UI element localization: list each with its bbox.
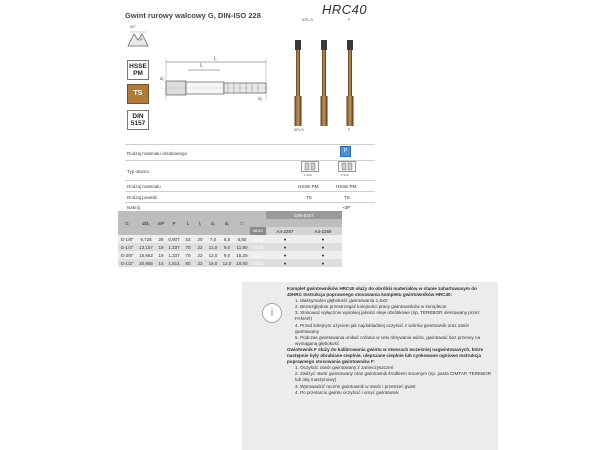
- cell-d1: 7,0: [206, 235, 220, 243]
- tool-tag-1: KPL/3: [294, 128, 304, 132]
- cell-d3: 12,0: [220, 259, 234, 267]
- table-row: [118, 235, 342, 243]
- col-header-p: P: [166, 211, 182, 235]
- divider: [125, 191, 375, 192]
- cell-sq: 11,80: [234, 243, 250, 251]
- cell-p: 1,337: [166, 251, 182, 259]
- cell-d3: 9,0: [220, 251, 234, 259]
- cell-index: 3127: [250, 235, 266, 243]
- hole-badge-text-2: 1.5xD: [341, 173, 349, 177]
- cell-n: 28: [156, 235, 166, 243]
- col-header-blank2: [266, 219, 304, 227]
- standard-header: DIN-5157: [266, 211, 342, 219]
- info-intro: Komplet gwintowników HRC40 służy do obróbki materiałów w stanie zahartowanym do 40HRC Instrukcja poprawnego stosowania kompletu gwintowników HRC40:: [287, 286, 477, 298]
- cell-d1: 11,0: [206, 243, 220, 251]
- info-step: 4. Po przetarciu gwintu oczyścić i umyć gwintownik: [295, 389, 399, 395]
- cell-l: 80: [182, 259, 194, 267]
- spec-table: [118, 211, 342, 267]
- code-header-2: A4-2268: [304, 227, 342, 235]
- cell-l1: 22: [194, 243, 206, 251]
- column-header-kpl3: KPL/3: [302, 17, 313, 22]
- table-row: [118, 259, 342, 267]
- cell-d1: 16,0: [206, 259, 220, 267]
- tap-image-kpl3: [292, 40, 304, 128]
- cell-p: 1,814: [166, 259, 182, 267]
- dim-l: L: [214, 56, 217, 62]
- code-header-1: A4-2267: [266, 227, 304, 235]
- divider: [125, 202, 375, 203]
- cell-g: G-1/4": [118, 243, 136, 251]
- cell-avail-1: ●: [266, 259, 304, 267]
- col-header-d3: d₃: [220, 211, 234, 235]
- prop-label-tool-material: Rodzaj materiału: [127, 184, 161, 189]
- info-step: 1. Oczyścić otwór gwintowany z zanieczyszczeń: [295, 365, 394, 371]
- cell-sq: 15,25: [234, 251, 250, 259]
- cell-d3: 5,5: [220, 235, 234, 243]
- cell-avail-1: ●: [266, 243, 304, 251]
- cell-p: 1,337: [166, 243, 182, 251]
- info-step: 3. Stosować wyłącznie wysokiej jakości oleje obróbkowe (np. TEREBOR olersowany przez FANAR): [295, 310, 480, 322]
- hardness-title: HRC40: [322, 2, 368, 17]
- cell-n: 14: [156, 259, 166, 267]
- cell-avail-1: ●: [266, 235, 304, 243]
- info-intro-2: Gwintownik F służy do kalibrowania gwintu w otworach wcześniej nagwintowanych, które następnie były obrabiane cieplnie, ulepszane cieplnie lub cynkowane ogniowo Instrukcja poprawnego stosowania gwintownika F:: [287, 346, 484, 365]
- prop-label-coating: Rodzaj powłoki: [127, 195, 158, 200]
- cell-l1: 22: [194, 259, 206, 267]
- cell-l1: 20: [194, 235, 206, 243]
- info-step: 5. Podczas gwintowania unikać cofania w celu obrywania wióra, gwintować bez przerwy na wymaganą głębokość: [295, 334, 481, 346]
- cell-d1: 12,0: [206, 251, 220, 259]
- cell-d: 16,662: [136, 251, 156, 259]
- standard-badge-text: DIN 5157: [130, 113, 146, 127]
- cell-index: 3129: [250, 251, 266, 259]
- col-header-n: n/P: [156, 211, 166, 235]
- coating-2: TS: [344, 195, 350, 200]
- cell-g: G-1/2": [118, 259, 136, 267]
- tap-drawing: [158, 56, 273, 116]
- cell-g: G-1/8": [118, 235, 136, 243]
- cell-l: 63: [182, 235, 194, 243]
- cell-p: 0,907: [166, 235, 182, 243]
- info-icon: i: [262, 303, 282, 323]
- col-header-blank3: [304, 219, 342, 227]
- cell-index: 3128: [250, 243, 266, 251]
- thread-profile-icon: [126, 26, 150, 50]
- info-step: 3. Wprowadzić ręczne gwintownik w otwór i przetrzeć gwint: [295, 383, 416, 389]
- chamfer-2: ~3P: [342, 205, 351, 210]
- cell-avail-2: ●: [304, 251, 342, 259]
- cell-avail-2: ●: [304, 235, 342, 243]
- tap-image-f: [344, 40, 356, 128]
- col-header-sq: □: [234, 211, 250, 235]
- cell-index: 3131: [250, 259, 266, 267]
- profile-pitch: P: [140, 37, 143, 42]
- material-badge-text: HSSE PM: [129, 63, 147, 77]
- material-badge: [127, 60, 149, 80]
- cell-avail-2: ●: [304, 243, 342, 251]
- material-p-badge: P: [340, 146, 351, 157]
- table-row: [118, 243, 342, 251]
- cell-l: 70: [182, 251, 194, 259]
- coating-1: TS: [306, 195, 312, 200]
- cell-d3: 9,0: [220, 243, 234, 251]
- info-text: [287, 286, 492, 396]
- divider: [125, 180, 375, 181]
- cell-n: 19: [156, 251, 166, 259]
- col-header-g: G: [118, 211, 136, 235]
- dim-d3: d₃: [258, 96, 263, 101]
- dim-l1: l₁: [200, 63, 203, 69]
- cell-l: 70: [182, 243, 194, 251]
- info-step: 1. Maksymalna głębokość gwintowania 1,5xD: [295, 298, 388, 304]
- tap-image-kpl3-2: [318, 40, 330, 128]
- info-step: 2. Bezwzględnie przestrzegać kolejności pracy gwintowników w komplecie: [295, 304, 447, 310]
- divider: [125, 144, 375, 145]
- table-row: [118, 251, 342, 259]
- col-header-d1: d₁: [206, 211, 220, 235]
- standard-badge: [127, 110, 149, 130]
- hole-badge-text: 1.5xD: [304, 173, 312, 177]
- cell-d: 20,955: [136, 259, 156, 267]
- tool-material-2: HSSE-PM: [336, 184, 357, 189]
- coating-badge: TS: [127, 84, 149, 104]
- prop-label-hole-type: Typ otworu: [127, 169, 150, 174]
- cell-g: G-3/8": [118, 251, 136, 259]
- info-step: 4. Przed kolejnym użyciem jak najdokładniej oczyścić z wiórów gwintownik oraz otwór gwintowany: [295, 322, 470, 334]
- cell-d: 13,157: [136, 243, 156, 251]
- col-header-blank: [250, 211, 266, 227]
- index-header: INDEX: [250, 227, 266, 235]
- info-step: 2. Zwilżyć otwór gwintowany oraz gwintownik środkiem smarnym (np. pasta CIMTAP, TEREBOR lub olej maszynowy): [295, 371, 492, 383]
- profile-angle: 55°: [130, 24, 137, 29]
- cell-sq: 19,00: [234, 259, 250, 267]
- prop-label-chamfer: Nakrój: [127, 205, 141, 210]
- cell-avail-1: ●: [266, 251, 304, 259]
- col-header-l1: l₁: [194, 211, 206, 235]
- col-header-d: Ød₁: [136, 211, 156, 235]
- cell-sq: 6,80: [234, 235, 250, 243]
- dim-d1: d₁: [160, 76, 165, 81]
- col-header-l: L: [182, 211, 194, 235]
- cell-d: 9,728: [136, 235, 156, 243]
- column-header-f: F: [348, 17, 351, 22]
- cell-n: 19: [156, 243, 166, 251]
- prop-label-material-type: Rodzaj materiału obrabianego: [127, 151, 188, 156]
- page-title: Gwint rurowy walcowy G, DIN-ISO 228: [125, 11, 261, 20]
- cell-l1: 22: [194, 251, 206, 259]
- tool-material-1: HSSE-PM: [298, 184, 319, 189]
- cell-avail-2: ●: [304, 259, 342, 267]
- tool-tag-2: F: [348, 128, 351, 132]
